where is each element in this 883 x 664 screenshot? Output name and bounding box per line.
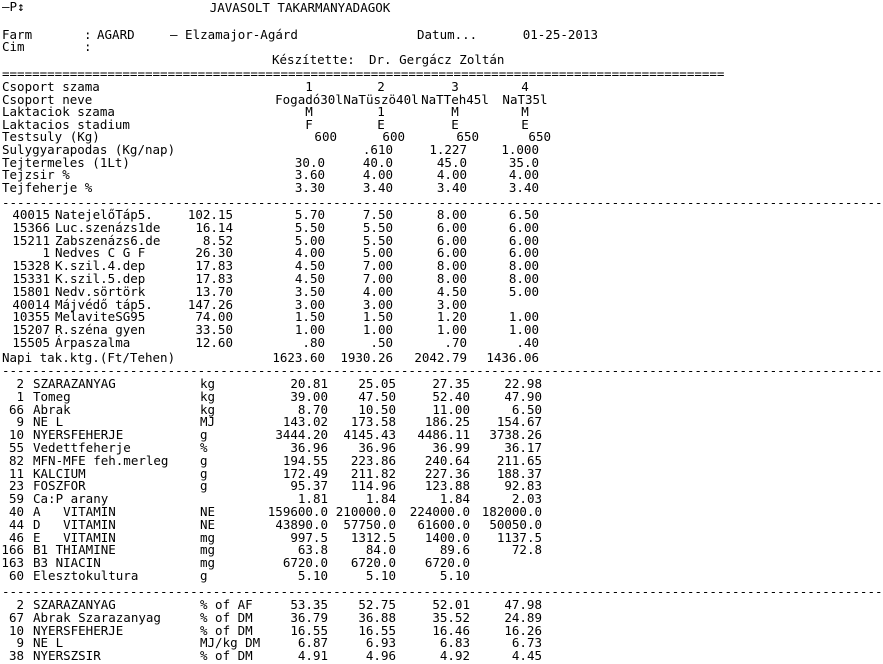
analysis-value: 4.45 (511, 648, 542, 664)
feed-amount: 6.00 (508, 219, 539, 235)
feed-code: 15211 (12, 232, 50, 248)
nutrient-code: 40 (8, 504, 24, 519)
cost-row-value: 1930.26 (340, 350, 393, 365)
feed-amount: .80 (302, 335, 325, 350)
group-row-value: 2 (377, 79, 385, 94)
nutrient-value: 997.5 (290, 529, 328, 545)
group-row-value: 1 (377, 104, 385, 120)
feed-amount: 8.00 (436, 258, 467, 274)
nutrient-name: MFN-MFE feh.merleg (33, 452, 169, 468)
feed-amount: 1.00 (294, 322, 325, 338)
feed-amount: 4.50 (436, 283, 467, 299)
analysis-name: NYERSZSIR (33, 648, 101, 664)
farm-label: Farm (2, 27, 33, 42)
top-equals-rule: ================================================================================================ (2, 66, 725, 81)
nutrient-code: 23 (8, 478, 24, 494)
farm-code: AGARD (97, 27, 135, 42)
group-row-value: 3.30 (294, 179, 325, 195)
nutrient-value: 194.55 (282, 452, 328, 468)
analysis-code: 67 (8, 609, 24, 625)
nutrient-code: 11 (8, 465, 24, 481)
nutrient-value: 36.17 (504, 440, 542, 455)
nutrient-value: 172.49 (282, 465, 328, 481)
group-row-label: Laktacios stadium (2, 116, 130, 132)
nutrient-code: 1 (16, 388, 24, 404)
feed-price: 17.83 (195, 258, 233, 274)
farm-colon: : (84, 27, 92, 42)
nutrient-unit: NE (200, 516, 216, 532)
group-row-value: NaT35l (502, 91, 548, 107)
nutrient-value: 1137.5 (496, 529, 542, 545)
analysis-unit: % of DM (200, 648, 253, 664)
date-value: 01-25-2013 (522, 27, 598, 42)
feed-amount: 6.00 (436, 219, 467, 235)
feed-amount: 8.00 (508, 271, 539, 286)
analysis-value: 16.55 (358, 622, 396, 638)
nutrient-value: 43890.0 (275, 516, 328, 532)
group-row-label: Csoport szama (2, 79, 100, 94)
nutrient-code: 66 (8, 401, 24, 417)
cim-colon: : (84, 39, 92, 54)
nutrient-value: 52.40 (432, 388, 470, 404)
nutrient-code: 44 (8, 516, 24, 532)
nutrient-unit: g (200, 452, 208, 468)
feed-code: 15328 (12, 258, 50, 274)
nutrient-name: D VITAMIN (33, 516, 116, 532)
nutrient-value: 36.96 (358, 440, 396, 455)
nutrient-value: 240.64 (424, 452, 470, 468)
feed-amount: 7.50 (362, 207, 393, 222)
nutrient-value: 1.84 (439, 491, 470, 507)
group-row-value: 1.227 (429, 142, 467, 157)
feed-name: Nedv.sörtörk (55, 283, 146, 299)
feed-code: 15505 (12, 335, 50, 350)
nutrient-value: 159600.0 (267, 504, 328, 519)
nutrient-code: 10 (8, 427, 24, 443)
feed-amount: 7.00 (362, 271, 393, 286)
feed-code: 15366 (12, 219, 50, 235)
nutrient-value: 1.81 (297, 491, 328, 507)
group-row-value: 3.40 (362, 179, 393, 195)
nutrient-value: 25.05 (358, 376, 396, 391)
cost-row-value: 1623.60 (272, 350, 325, 365)
analysis-value: 47.98 (504, 597, 542, 612)
group-row-value: .610 (362, 142, 393, 157)
nutrient-value: 3444.20 (275, 427, 328, 443)
group-row-label: Sulygyarapodas (Kg/nap) (2, 142, 176, 157)
nutrient-value: 123.88 (424, 478, 470, 494)
feed-price: 74.00 (195, 309, 233, 325)
nutrient-value: 211.65 (496, 452, 542, 468)
feed-amount: 8.00 (436, 207, 467, 222)
group-row-value: 3.40 (436, 179, 467, 195)
feed-code: 10355 (12, 309, 50, 325)
nutrient-name: SZARAZANYAG (33, 376, 116, 391)
feed-name: NatejelőTáp5. (55, 207, 153, 222)
analysis-value: 4.96 (365, 648, 396, 664)
nutrient-value: 6720.0 (350, 555, 396, 571)
group-row-value: 45.0 (436, 154, 467, 170)
analysis-name: SZARAZANYAG (33, 597, 116, 612)
analysis-value: 52.01 (432, 597, 470, 612)
nutrient-value: 10.50 (358, 401, 396, 417)
analysis-value: 4.91 (297, 648, 328, 664)
feed-name: R.széna gyen (55, 322, 146, 338)
feed-amount: 5.50 (362, 219, 393, 235)
feed-amount: 6.50 (508, 207, 539, 222)
analysis-unit: % of AF (200, 597, 253, 612)
nutrient-value: 211.82 (350, 465, 396, 481)
group-row-value: 600 (382, 129, 405, 145)
feed-amount: 6.00 (436, 245, 467, 261)
nutrient-value: 6720.0 (424, 555, 470, 571)
feed-name: MelaviteSG95 (55, 309, 146, 325)
nutrient-unit: mg (200, 542, 216, 558)
feed-code: 40014 (12, 296, 50, 312)
group-row-value: 600 (314, 129, 337, 145)
nutrient-unit: g (200, 478, 208, 494)
nutrient-value: 2.03 (511, 491, 542, 507)
nutrient-value: 47.50 (358, 388, 396, 404)
nutrient-code: 60 (8, 568, 24, 583)
corner-mark: –P↕ (2, 0, 25, 14)
feed-amount: 4.00 (362, 283, 393, 299)
analysis-code: 38 (8, 648, 24, 664)
analysis-value: 4.92 (439, 648, 470, 664)
nutrient-value: 173.58 (350, 414, 396, 430)
analysis-value: 53.35 (290, 597, 328, 612)
nutrient-value: 182000.0 (481, 504, 542, 519)
group-row-label: Tejtermeles (1Lt) (2, 154, 130, 170)
feed-price: 102.15 (187, 207, 233, 222)
nutrient-value: 210000.0 (335, 504, 396, 519)
analysis-value: 6.93 (365, 635, 396, 651)
nutrient-value: 84.0 (365, 542, 396, 558)
nutrient-value: 143.02 (282, 414, 328, 430)
feed-name: K.szil.5.dep (55, 271, 146, 286)
group-row-label: Csoport neve (2, 91, 93, 107)
nutrient-value: 223.86 (350, 452, 396, 468)
group-row-value: E (521, 116, 529, 132)
nutrient-name: Elesztokultura (33, 568, 139, 583)
analysis-name: Abrak Szarazanyag (33, 609, 161, 625)
nutrient-value: 72.8 (511, 542, 542, 558)
group-row-value: 3 (451, 79, 459, 94)
feed-name: Nedves C G F (55, 245, 146, 261)
nutrient-value: 57750.0 (343, 516, 396, 532)
nutrient-name: Vedettfeherje (33, 440, 131, 455)
analysis-value: 16.55 (290, 622, 328, 638)
feed-amount: .70 (444, 335, 467, 350)
analysis-code: 10 (8, 622, 24, 638)
analysis-value: 36.79 (290, 609, 328, 625)
nutrient-unit: kg (200, 376, 216, 391)
analysis-value: 6.87 (297, 635, 328, 651)
feed-code: 15801 (12, 283, 50, 299)
feed-section-rule: --------------------------------------------------------------------------------------------------------------------- (2, 195, 883, 210)
nutrient-value: 5.10 (365, 568, 396, 583)
group-row-value: F (305, 116, 313, 132)
feed-amount: 5.50 (362, 232, 393, 248)
nutrient-value: 36.96 (290, 440, 328, 455)
nutrient-name: Abrak (33, 401, 71, 417)
feed-amount: 7.00 (362, 258, 393, 274)
analysis-value: 6.73 (511, 635, 542, 651)
analysis-code: 2 (16, 597, 24, 612)
feed-amount: 3.00 (294, 296, 325, 312)
group-row-value: Fogadó30l (275, 91, 343, 107)
nutrient-value: 6.50 (511, 401, 542, 417)
feed-code: 15331 (12, 271, 50, 286)
analysis-value: 36.88 (358, 609, 396, 625)
nutrient-value: 39.00 (290, 388, 328, 404)
feed-name: Luc.szenázs1de (55, 219, 161, 235)
nutrient-value: 47.90 (504, 388, 542, 404)
nutrient-name: E VITAMIN (33, 529, 116, 545)
nutrient-name: B3 NIACIN (33, 555, 101, 571)
group-row-value: 4.00 (362, 167, 393, 183)
analysis-unit: % of DM (200, 609, 253, 625)
nutrient-code: 46 (8, 529, 24, 545)
group-row-label: Tejfeherje % (2, 179, 93, 195)
nutrient-value: 5.10 (297, 568, 328, 583)
nutrient-value: 8.70 (297, 401, 328, 417)
feed-amount: 6.00 (436, 232, 467, 248)
nutrient-name: B1 THIAMINE (33, 542, 116, 558)
nutrient-value: 3738.26 (489, 427, 542, 443)
nutrient-code: 59 (8, 491, 24, 507)
nutrient-unit: % (200, 440, 208, 455)
feed-amount: 8.00 (436, 271, 467, 286)
group-row-value: 1.000 (501, 142, 539, 157)
cim-label: Cim (2, 39, 25, 54)
nutrient-unit: g (200, 427, 208, 443)
analysis-value: 52.75 (358, 597, 396, 612)
analysis-unit: % of DM (200, 622, 253, 638)
nutrient-name: Tomeg (33, 388, 71, 404)
analysis-name: NE L (33, 635, 64, 651)
feed-name: K.szil.4.dep (55, 258, 146, 274)
nutrient-value: 20.81 (290, 376, 328, 391)
group-row-value: E (377, 116, 385, 132)
group-row-value: 4 (521, 79, 529, 94)
feed-amount: 3.00 (436, 296, 467, 312)
group-row-value: 650 (528, 129, 551, 145)
nutrient-value: 11.00 (432, 401, 470, 417)
feed-code: 15207 (12, 322, 50, 338)
feed-amount: 3.50 (294, 283, 325, 299)
nutrient-unit: g (200, 465, 208, 481)
cost-row-value: 1436.06 (486, 350, 539, 365)
nutrient-unit: mg (200, 529, 216, 545)
feed-price: 33.50 (195, 322, 233, 338)
cost-row-value: 2042.79 (414, 350, 467, 365)
feed-amount: 5.00 (294, 232, 325, 248)
feed-amount: 1.50 (362, 309, 393, 325)
nutrient-code: 82 (8, 452, 24, 468)
cost-row-label: Napi tak.ktg.(Ft/Tehen) (2, 350, 176, 365)
nutrient-code: 9 (16, 414, 24, 430)
analysis-unit: MJ/kg DM (200, 635, 261, 651)
feed-amount: 1.00 (508, 309, 539, 325)
group-row-value: M (451, 104, 459, 120)
feed-amount: 8.00 (508, 258, 539, 274)
feed-name: Árpaszalma (55, 335, 131, 350)
analysis-value: 24.89 (504, 609, 542, 625)
nutrient-value: 89.6 (439, 542, 470, 558)
feed-code: 40015 (12, 207, 50, 222)
nutrient-value: 224000.0 (409, 504, 470, 519)
feed-amount: 5.70 (294, 207, 325, 222)
analysis-value: 16.26 (504, 622, 542, 638)
group-row-value: 35.0 (508, 154, 539, 170)
group-row-value: NaTüszö40l (343, 91, 419, 107)
nutrient-value: 61600.0 (417, 516, 470, 532)
group-row-value: 4.00 (436, 167, 467, 183)
feed-amount: 5.00 (362, 245, 393, 261)
author-name: Dr. Gergácz Zoltán (369, 52, 505, 67)
analysis-code: 9 (16, 635, 24, 651)
group-row-value: 3.60 (294, 167, 325, 183)
feed-amount: 3.00 (362, 296, 393, 312)
nutrient-value: 4486.11 (417, 427, 470, 443)
nutrient-value: 63.8 (297, 542, 328, 558)
analysis-section-rule: --------------------------------------------------------------------------------------------------------------------- (2, 584, 883, 599)
group-row-value: 40.0 (362, 154, 393, 170)
nutrient-value: 27.35 (432, 376, 470, 391)
nutrient-name: Ca:P arany (33, 491, 109, 507)
feed-code: 1 (42, 245, 50, 261)
nutrient-value: 22.98 (504, 376, 542, 391)
date-label: Datum... (417, 27, 478, 42)
feed-amount: 1.00 (436, 322, 467, 338)
feed-amount: 4.50 (294, 271, 325, 286)
nutrient-unit: g (200, 568, 208, 583)
nutrient-value: 95.37 (290, 478, 328, 494)
group-row-value: 1 (305, 79, 313, 94)
feed-price: 12.60 (195, 335, 233, 350)
nutrient-unit: kg (200, 388, 216, 404)
group-row-value: 30.0 (294, 154, 325, 170)
feed-amount: 6.00 (508, 245, 539, 261)
nutrient-name: A VITAMIN (33, 504, 116, 519)
nutrient-value: 50050.0 (489, 516, 542, 532)
nutrient-code: 166 (1, 542, 24, 558)
nutrient-value: 114.96 (350, 478, 396, 494)
analysis-value: 16.46 (432, 622, 470, 638)
group-row-value: M (305, 104, 313, 120)
nutrient-name: NYERSFEHERJE (33, 427, 124, 443)
feed-price: 147.26 (187, 296, 233, 312)
nutrient-value: 227.36 (424, 465, 470, 481)
nutrient-value: 4145.43 (343, 427, 396, 443)
nutrient-name: FOSZFOR (33, 478, 86, 494)
feed-name: Májvédő táp5. (55, 296, 153, 312)
farm-name: – Elzamajor-Agárd (170, 27, 298, 42)
feed-price: 8.52 (202, 232, 233, 248)
nutrient-unit: MJ (200, 414, 216, 430)
nutrient-unit: kg (200, 401, 216, 417)
nutrient-code: 163 (1, 555, 24, 571)
group-row-label: Tejzsir % (2, 167, 70, 183)
nutrient-value: 36.99 (432, 440, 470, 455)
analysis-name: NYERSFEHERJE (33, 622, 124, 638)
feed-amount: 4.50 (294, 258, 325, 274)
feed-price: 13.70 (195, 283, 233, 299)
feed-amount: 4.00 (294, 245, 325, 261)
group-row-value: 4.00 (508, 167, 539, 183)
nutrient-code: 55 (8, 440, 24, 455)
nutrient-unit: NE (200, 504, 216, 519)
feed-amount: 1.00 (508, 322, 539, 338)
nutrient-value: 186.25 (424, 414, 470, 430)
group-row-value: NaTTeh45l (421, 91, 489, 107)
nutrient-value: 188.37 (496, 465, 542, 481)
feed-name: Zabszenázs6.de (55, 232, 161, 248)
group-row-value: 3.40 (508, 179, 539, 195)
author-label: Készítette: (272, 52, 355, 67)
feed-amount: 1.20 (436, 309, 467, 325)
feed-amount: 1.00 (362, 322, 393, 338)
analysis-value: 35.52 (432, 609, 470, 625)
nutrient-section-rule: --------------------------------------------------------------------------------------------------------------------- (2, 363, 883, 378)
nutrient-value: 6720.0 (282, 555, 328, 571)
nutrient-code: 2 (16, 376, 24, 391)
nutrient-value: 5.10 (439, 568, 470, 583)
nutrient-unit: mg (200, 555, 216, 571)
analysis-value: 6.83 (439, 635, 470, 651)
feed-price: 26.30 (195, 245, 233, 261)
group-row-value: E (451, 116, 459, 132)
feed-price: 16.14 (195, 219, 233, 235)
group-row-value: 650 (456, 129, 479, 145)
feed-amount: .40 (516, 335, 539, 350)
nutrient-name: NE L (33, 414, 64, 430)
feed-amount: 1.50 (294, 309, 325, 325)
window-title: JAVASOLT TAKARMANYADAGOK (209, 0, 391, 15)
group-row-value: M (521, 104, 529, 120)
nutrient-value: 1312.5 (350, 529, 396, 545)
group-row-label: Testsuly (Kg) (2, 129, 100, 145)
group-row-label: Laktaciok szama (2, 104, 115, 120)
nutrient-value: 92.83 (504, 478, 542, 494)
feed-amount: 5.50 (294, 219, 325, 235)
feed-amount: 6.00 (508, 232, 539, 248)
nutrient-value: 1400.0 (424, 529, 470, 545)
nutrient-name: KALCIUM (33, 465, 86, 481)
feed-amount: 5.00 (508, 283, 539, 299)
nutrient-value: 1.84 (365, 491, 396, 507)
feed-price: 17.83 (195, 271, 233, 286)
nutrient-value: 154.67 (496, 414, 542, 430)
feed-amount: .50 (370, 335, 393, 350)
